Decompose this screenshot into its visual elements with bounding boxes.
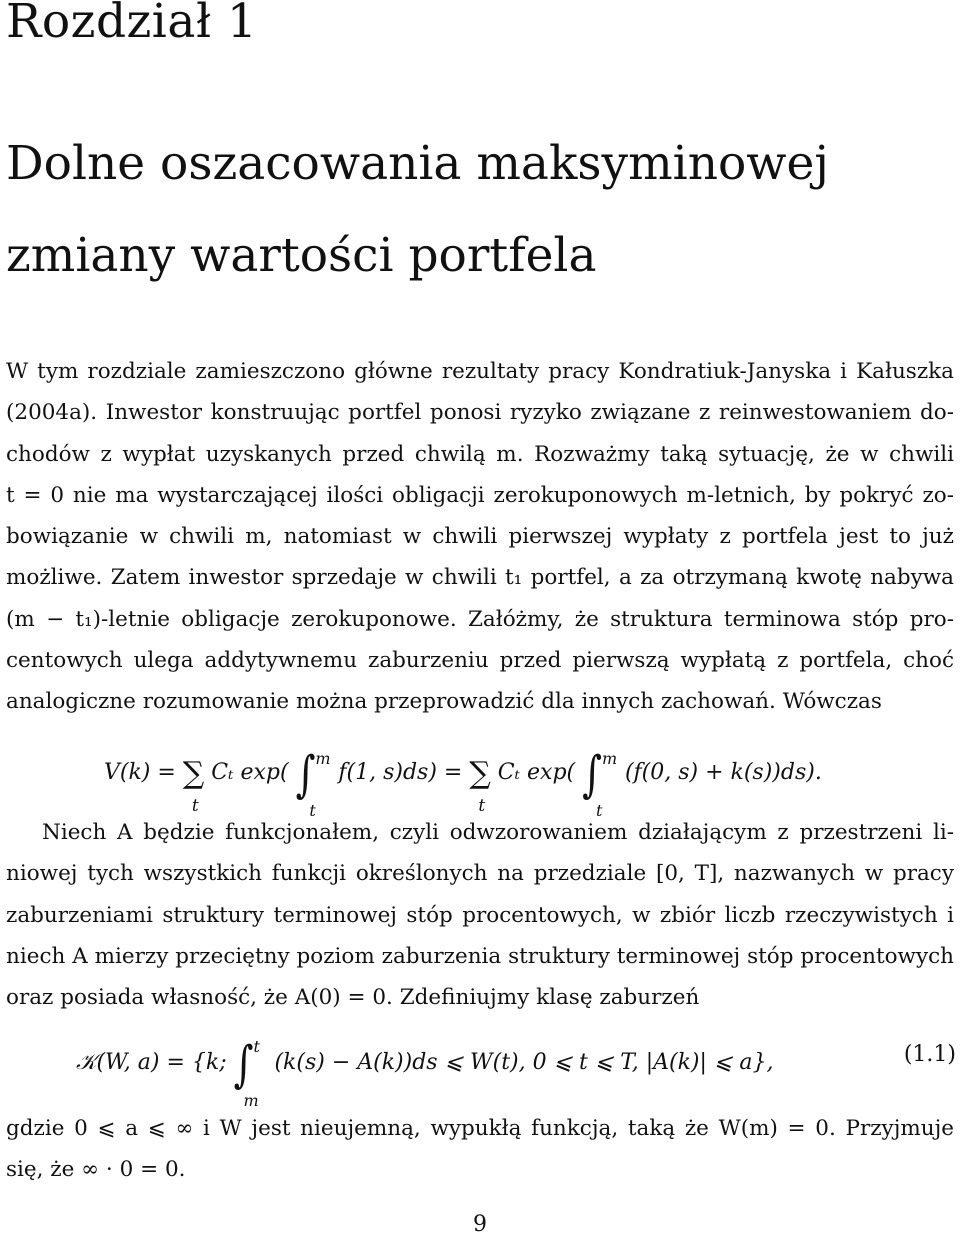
text-line: gdzie 0 ⩽ a ⩽ ∞ i W jest nieujemną, wypukłą funkcją, taką że W(m) = 0. Przyjmuje <box>6 1116 954 1141</box>
sum-index: t <box>191 796 199 816</box>
integral-lower: t <box>309 801 316 820</box>
page-number: 9 <box>473 1212 487 1237</box>
chapter-title-line-1: Dolne oszacowania maksyminowej <box>6 136 829 191</box>
text-line: niowej tych wszystkich funkcji określonych na przedziale [0, T], nazwanych w pracy <box>6 861 954 887</box>
text-line: oraz posiada własność, że A(0) = 0. Zdefiniujmy klasę zaburzeń <box>6 985 700 1011</box>
chapter-title <box>6 118 946 302</box>
text-line: (m − t₁)-letnie obligacje zerokuponowe. Załóżmy, że struktura terminowa stóp pro- <box>6 606 954 632</box>
integral-symbol: ∫ <box>295 745 316 803</box>
text-line: niech A mierzy przeciętny poziom zaburzenia struktury terminowej stóp procentowych <box>6 943 954 969</box>
eq-lhs: 𝒦(W, a) = {k; <box>76 1050 227 1075</box>
eq-body: (f(0, s) + k(s))ds). <box>624 760 822 785</box>
text-line: Niech A będzie funkcjonałem, czyli odwzorowaniem działającym z przestrzeni li- <box>42 820 954 845</box>
eq-body: (k(s) − A(k))ds ⩽ W(t), 0 ⩽ t ⩽ T, |A(k)| ⩽ a}, <box>274 1050 774 1075</box>
text-line: bowiązanie w chwili m, natomiast w chwili pierwszej wypłaty z portfela jest to już <box>6 524 954 550</box>
eq-body: f(1, s)ds) = <box>338 760 463 785</box>
integral-symbol: ∫ <box>233 1035 254 1093</box>
chapter-title-line-2: zmiany wartości portfela <box>6 228 597 283</box>
paragraph-where <box>6 1108 954 1191</box>
integral-upper: m <box>315 749 331 768</box>
text-line: zaburzeniami struktury terminowej stóp procentowych, w zbiór liczb rzeczywistych i <box>6 902 954 928</box>
text-line: się, że ∞ · 0 = 0. <box>6 1157 186 1183</box>
equation-number: (1.1) <box>903 1042 956 1067</box>
text-line: (2004a). Inwestor konstruując portfel ponosi ryzyko związane z reinwestowaniem do- <box>6 400 954 426</box>
eq-term: Cₜ exp( <box>211 760 289 785</box>
text-line: W tym rozdziale zamieszczono główne rezultaty pracy Kondratiuk-Janyska i Kałuszka <box>6 359 954 384</box>
integral-upper: t <box>253 1037 260 1056</box>
text-line: t = 0 nie ma wystarczającej ilości obligacji zerokuponowych m-letnich, by pokryć zo- <box>6 482 954 508</box>
integral-symbol: ∫ <box>582 745 602 803</box>
eq-lhs: V(k) = <box>104 760 176 785</box>
equation-disturbance-class <box>76 1020 956 1110</box>
integral-lower: t <box>595 801 603 820</box>
text-line: chodów z wypłat uzyskanych przed chwilą m. Rozważmy taką sytuację, że w chwili <box>6 441 954 467</box>
sum-symbol: ∑ t <box>469 756 491 816</box>
paragraph-definition <box>6 812 954 1018</box>
chapter-label: Rozdział 1 <box>6 0 258 49</box>
equation-portfolio-value <box>104 730 884 820</box>
paragraph-intro <box>6 351 954 723</box>
eq-term: Cₜ exp( <box>497 760 576 785</box>
integral-lower: m <box>243 1091 259 1110</box>
sum-index: t <box>478 796 486 816</box>
integral-upper: m <box>601 749 618 768</box>
text-line: analogiczne rozumowanie można przeprowadzić dla innych zachowań. Wówczas <box>6 689 882 715</box>
text-line: centowych ulega addytywnemu zaburzeniu przed pierwszą wypłatą z portfela, choć <box>6 648 954 674</box>
sum-symbol: ∑ t <box>182 756 205 816</box>
text-line: możliwe. Zatem inwestor sprzedaje w chwili t₁ portfel, a za otrzymaną kwotę nabywa <box>6 565 954 591</box>
